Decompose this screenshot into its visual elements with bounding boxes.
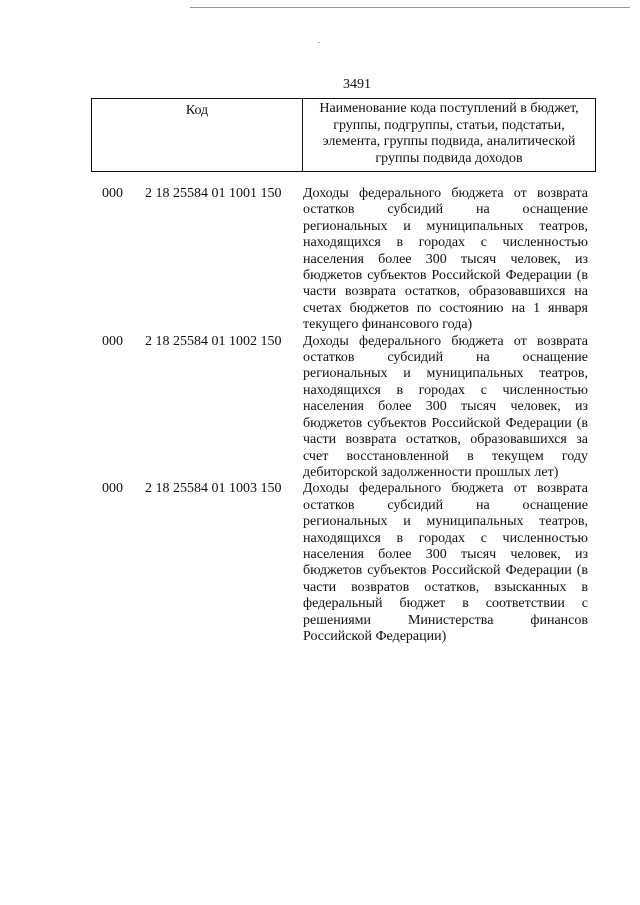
row-description: Доходы федерального бюджета от возврата остатков субсидий на оснащение региональных и муниципальных театров, находящихся в городах с численностью населения более 300 тысяч человек, из бюджетов субъектов Российской Федерации (в части возвратов остатков, взысканных в федеральный бюджет в соответствии с решениями Министерства финансов Российской Федерации) <box>303 481 588 644</box>
table-row <box>0 334 640 482</box>
row-admin-code: 000 <box>102 481 123 497</box>
row-admin-code: 000 <box>102 186 123 201</box>
scan-artifact-dot <box>318 42 320 43</box>
table-row <box>0 481 640 645</box>
row-description: Доходы федерального бюджета от возврата остатков субсидий на оснащение региональных и муниципальных театров, находящихся в городах с численностью населения более 300 тысяч человек, из бюджетов субъектов Российской Федерации (в части возврата остатков, образовавшихся за счет восстановленной в текущем году дебиторской задолженности прошлых лет) <box>303 333 588 480</box>
row-income-code: 2 18 25584 01 1003 150 <box>145 481 282 497</box>
header-name-cell: Наименование кода поступлений в бюджет, группы, подгруппы, статьи, подстатьи, элемента, группы подвида, аналитической группы подвида доходов <box>319 101 579 166</box>
page-number: 3491 <box>343 77 371 92</box>
header-code-cell: Код <box>92 99 303 171</box>
row-income-code: 2 18 25584 01 1002 150 <box>145 333 282 349</box>
row-admin-code: 000 <box>102 333 123 349</box>
table-body <box>0 186 640 645</box>
scan-artifact-line <box>190 7 630 8</box>
table-header <box>91 98 596 172</box>
table-row <box>0 186 640 334</box>
row-income-code: 2 18 25584 01 1001 150 <box>145 186 282 201</box>
row-description: Доходы федерального бюджета от возврата остатков субсидий на оснащение региональных и муниципальных театров, находящихся в городах с численностью населения более 300 тысяч человек, из бюджетов субъектов Российской Федерации (в части возврата остатков, образовавшихся на счетах бюджетов по состоянию на 1 января текущего финансового года) <box>303 186 588 333</box>
